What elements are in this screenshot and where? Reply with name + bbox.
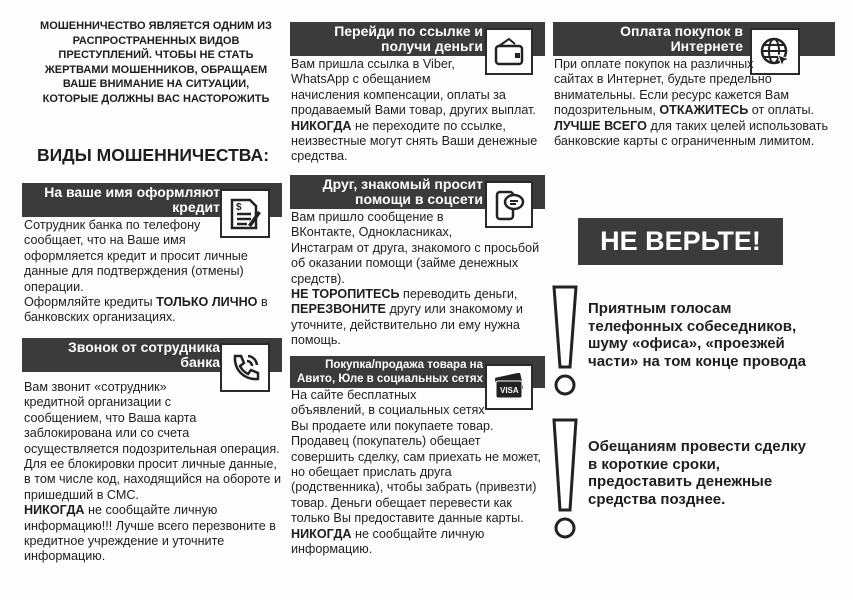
exclamation-icon — [550, 285, 580, 402]
credit-header: На ваше имя оформляют кредит — [22, 183, 282, 217]
avito-text: На сайте бесплатных объявлений, в социальных сетях Вы продаете или покупаете товар. Продавец (покупатель) обещает совершить сделку, сам приехать не может, но обещает прислать друга (родственника), чтобы забрать (привезти) товар. Деньги обещает перевести как только Вы предоставите данные карты. НИКОГДА не сообщайте личную информацию. — [291, 388, 541, 557]
exclamation-icon — [550, 418, 580, 545]
friend-text: Вам пришло сообщение в ВКонтакте, Однокласниках, Инстаграм от друга, знакомого с просьбой об оказании помощи (займе денежных средств). НЕ ТОРОПИТЕСЬ переводить деньги, ПЕРЕЗВОНИТЕ другу или знакомому и уточните, действительно ли ему нужна помощь. — [291, 210, 540, 348]
avito-header: Покупка/продажа товара на Авито, Юле в социальных сетях — [290, 356, 545, 388]
call-header: Звонок от сотрудника банка — [22, 338, 282, 372]
intro-text: МОШЕННИЧЕСТВО ЯВЛЯЕТСЯ ОДНИМ ИЗ РАСПРОСТРАНЕННЫХ ВИДОВ ПРЕСТУПЛЕНИЙ. ЧТОБЫ НЕ СТАТЬ ЖЕРТВАМИ МОШЕННИКОВ, ОБРАЩАЕМ ВАШЕ ВНИМАНИЕ НА СИТУАЦИИ, КОТОРЫЕ ДОЛЖНЫ ВАС НАСТОРОЖИТЬ — [40, 20, 272, 105]
section-title: ВИДЫ МОШЕННИЧЕСТВА: — [36, 145, 270, 165]
link-header: Перейди по ссылке и получи деньги — [290, 22, 545, 56]
credit-text: Сотрудник банка по телефону сообщает, что на Ваше имя оформляется кредит и просит личные данные для подтверждения (отмены) операции. Оформляйте кредиты ТОЛЬКО ЛИЧНО в банковских организациях. — [24, 218, 268, 325]
link-text: Вам пришла ссылка в Viber, WhatsApp с обещанием начисления компенсации, оплаты за продаваемый Вами товар, других выплат. НИКОГДА не переходите по ссылке, неизвестные могут снять Ваши денежные средства. — [291, 57, 538, 164]
online-header: Оплата покупок в Интернете — [553, 22, 835, 56]
online-text: При оплате покупок на различных сайтах в Интернет, будьте предельно внимательны. Если ресурс кажется Вам подозрительным, ОТКАЖИТЕСЬ от оплаты. ЛУЧШЕ ВСЕГО для таких целей использовать банковские карты с ограниченным лимитом. — [554, 57, 829, 149]
warning-1: Приятным голосам телефонных собеседников, шуму «офиса», «проезжей части» на том конце провода — [588, 300, 806, 370]
card-label: VISA — [500, 386, 519, 395]
dont-trust-banner: НЕ ВЕРЬТЕ! — [578, 218, 783, 265]
svg-text:$: $ — [236, 201, 242, 213]
call-text: Вам звонит «сотрудник» кредитной организации с сообщением, что Ваша карта заблокирована или со счета осуществляется подозрительная операция. Для ее блокировки просит личные данные, в том числе код, находящийся на обороте и пришедший в СМС. НИКОГДА не сообщайте личную информацию!!! Лучше всего перезвоните в кредитное учреждение и уточните информацию. — [24, 380, 282, 564]
warning-2: Обещаниям провести сделку в короткие сроки, предоставить денежные средства позднее. — [588, 438, 806, 508]
friend-header: Друг, знакомый просит помощи в соцсети — [290, 175, 545, 209]
